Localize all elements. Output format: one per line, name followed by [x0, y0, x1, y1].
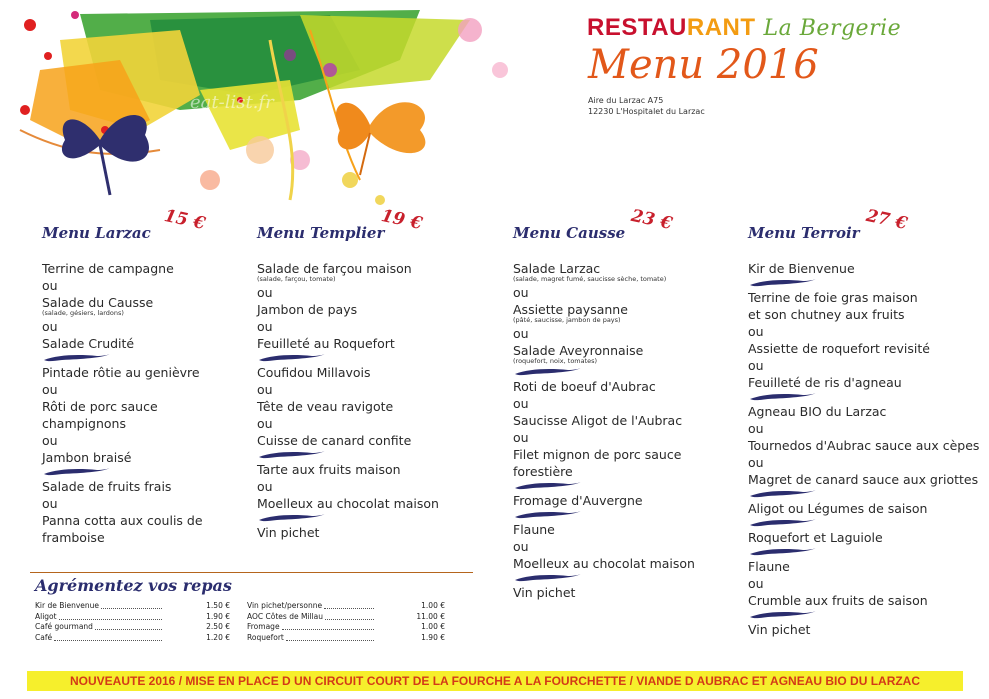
leader-dots	[59, 619, 162, 620]
dish-label: Magret de canard sauce aux griottes	[748, 472, 979, 487]
dish-item	[42, 529, 203, 546]
or-separator	[748, 420, 979, 437]
dish-label: Salade Aveyronnaise	[513, 343, 644, 358]
brush-divider	[42, 352, 112, 364]
dish-item	[748, 529, 979, 546]
dish-label: Rôti de porc sauce	[42, 399, 158, 414]
brush-divider	[513, 572, 583, 584]
or-separator	[748, 454, 979, 471]
dish-label: Flaune	[513, 522, 555, 537]
dish-item	[257, 301, 439, 318]
extras-title: Agrémentez vos repas	[35, 576, 232, 595]
dish-label: Moelleux au chocolat maison	[513, 556, 695, 571]
dish-label: Tournedos d'Aubrac sauce aux cèpes	[748, 438, 980, 453]
page-title: Menu 2016	[588, 42, 819, 88]
extra-price: 1.00 €	[421, 622, 445, 631]
dish-item	[257, 524, 439, 541]
dish-label: Moelleux au chocolat maison	[257, 496, 439, 511]
dish-label: Kir de Bienvenue	[748, 261, 855, 276]
dish-item	[748, 306, 979, 323]
extra-row	[247, 601, 445, 612]
dish-item	[257, 495, 439, 512]
dish-label: Flaune	[748, 559, 790, 574]
dish-item	[748, 621, 979, 638]
leader-dots	[54, 640, 162, 641]
dish-item	[748, 374, 979, 391]
dish-label: Salade du Causse	[42, 295, 154, 310]
dish-item	[748, 558, 979, 575]
dish-label: et son chutney aux fruits	[748, 307, 905, 322]
dish-label: ou	[257, 319, 273, 334]
brush-divider	[748, 488, 818, 500]
brush-divider	[257, 352, 327, 364]
menu-price: 27 €	[864, 205, 910, 235]
dish-label: ou	[257, 479, 273, 494]
dish-item	[257, 260, 439, 283]
menu-items	[513, 260, 695, 601]
dish-item	[513, 492, 695, 509]
menu-price: 15 €	[162, 205, 208, 235]
dish-label: Feuilleté au Roquefort	[257, 336, 395, 351]
extra-label: Café gourmand	[35, 622, 93, 631]
dish-item	[257, 335, 439, 352]
leader-dots	[324, 608, 374, 609]
or-separator	[513, 325, 695, 342]
menu-items	[748, 260, 979, 638]
extra-label: Roquefort	[247, 632, 284, 642]
or-separator	[257, 381, 439, 398]
dish-item	[748, 592, 979, 609]
dish-label: ou	[748, 576, 764, 591]
dish-label: Coufidou Millavois	[257, 365, 371, 380]
extra-row	[35, 622, 230, 633]
dish-label: Feuilleté de ris d'agneau	[748, 375, 902, 390]
dish-item	[513, 342, 695, 365]
extra-label: AOC Côtes de Millau	[247, 611, 324, 621]
dish-label: Salade de fruits frais	[42, 479, 172, 494]
dish-label: Jambon de pays	[257, 302, 358, 317]
dish-item	[513, 301, 695, 324]
address-block	[588, 95, 705, 117]
extra-price: 1.90 €	[421, 632, 445, 642]
or-separator	[513, 284, 695, 301]
or-separator	[257, 478, 439, 495]
extra-row	[35, 612, 230, 623]
dish-item	[513, 446, 695, 463]
or-separator	[748, 323, 979, 340]
dish-item	[42, 260, 203, 277]
extra-price: 11.00 €	[416, 611, 445, 621]
dish-label: Roquefort et Laguiole	[748, 530, 883, 545]
address-line-1: Aire du Larzac A75	[588, 96, 664, 105]
dish-label: ou	[42, 319, 58, 334]
extra-row	[247, 633, 445, 644]
brush-divider	[748, 517, 818, 529]
dish-item	[42, 335, 203, 352]
brush-divider	[513, 480, 583, 492]
dish-item	[513, 463, 695, 480]
dish-label: ou	[748, 358, 764, 373]
dish-label: ou	[748, 324, 764, 339]
brush-divider	[513, 509, 583, 521]
menu-price: 19 €	[379, 205, 425, 235]
dish-label: Vin pichet	[513, 585, 576, 600]
dish-label: Assiette paysanne	[513, 302, 628, 317]
dish-label: ou	[42, 433, 58, 448]
dish-label: ou	[513, 539, 529, 554]
extra-row	[247, 612, 445, 623]
dish-item	[257, 364, 439, 381]
dish-item	[42, 398, 203, 415]
extra-label: Vin pichet/personne	[247, 601, 323, 610]
dish-label: Saucisse Aligot de l'Aubrac	[513, 413, 683, 428]
extra-price: 1.50 €	[206, 601, 230, 610]
dish-item	[257, 432, 439, 449]
dish-label: Roti de boeuf d'Aubrac	[513, 379, 656, 394]
menu-title: Menu Terroir	[748, 224, 860, 242]
dish-label: Salade Crudité	[42, 336, 135, 351]
brush-divider	[42, 466, 112, 478]
leader-dots	[286, 640, 374, 641]
dish-label: framboise	[42, 530, 105, 545]
dish-label: ou	[513, 396, 529, 411]
dish-label: forestière	[513, 464, 573, 479]
dish-label: Filet mignon de porc sauce	[513, 447, 682, 462]
dish-item	[748, 289, 979, 306]
extra-label: Café	[35, 632, 53, 642]
extra-row	[247, 622, 445, 633]
news-banner	[27, 671, 963, 691]
dish-item	[748, 437, 979, 454]
menu-title: Menu Causse	[513, 224, 626, 242]
dish-description: (salade, magret fumé, saucisse sèche, tomate)	[513, 275, 667, 283]
extra-row	[35, 633, 230, 644]
dish-item	[748, 403, 979, 420]
dish-label: Tarte aux fruits maison	[257, 462, 401, 477]
dish-item	[42, 478, 203, 495]
address-line-2: 12230 L'Hospitalet du Larzac	[588, 107, 705, 116]
brush-divider	[257, 449, 327, 461]
dish-label: ou	[257, 416, 273, 431]
or-separator	[748, 357, 979, 374]
extras-list-left	[35, 601, 230, 643]
brush-divider	[748, 391, 818, 403]
brand-word-part1: RESTAU	[587, 14, 687, 41]
dish-label: Agneau BIO du Larzac	[748, 404, 887, 419]
or-separator	[513, 538, 695, 555]
dish-label: Vin pichet	[257, 525, 320, 540]
or-separator	[42, 318, 203, 335]
dish-item	[42, 512, 203, 529]
dish-item	[748, 500, 979, 517]
dish-label: ou	[748, 421, 764, 436]
dish-item	[748, 340, 979, 357]
dish-item	[513, 521, 695, 538]
dish-label: Salade Larzac	[513, 261, 601, 276]
dish-item	[513, 412, 695, 429]
dish-label: Crumble aux fruits de saison	[748, 593, 928, 608]
dish-description: (salade, farçou, tomate)	[257, 275, 336, 283]
brush-divider	[748, 546, 818, 558]
dish-label: ou	[42, 496, 58, 511]
menu-price: 23 €	[629, 205, 675, 235]
dish-label: Pintade rôtie au genièvre	[42, 365, 200, 380]
dish-item	[42, 294, 203, 317]
brush-divider	[748, 609, 818, 621]
dish-item	[513, 378, 695, 395]
dish-label: ou	[513, 285, 529, 300]
dish-item	[513, 260, 695, 283]
or-separator	[513, 395, 695, 412]
dish-item	[42, 364, 203, 381]
dish-label: Assiette de roquefort revisité	[748, 341, 930, 356]
dish-label: Terrine de foie gras maison	[748, 290, 918, 305]
menu-title: Menu Templier	[257, 224, 385, 242]
leader-dots	[325, 619, 374, 620]
or-separator	[257, 284, 439, 301]
extra-price: 1.00 €	[421, 601, 445, 610]
leader-dots	[101, 608, 162, 609]
menu-items	[257, 260, 439, 541]
watermark-text: eat-list.fr	[190, 92, 274, 113]
dish-label: Jambon braisé	[42, 450, 132, 465]
brand-word-part2: RANT	[686, 14, 756, 41]
brush-divider	[748, 277, 818, 289]
dish-label: Vin pichet	[748, 622, 811, 637]
or-separator	[42, 432, 203, 449]
restaurant-brand	[587, 14, 901, 42]
dish-description: (roquefort, noix, tomates)	[513, 357, 598, 365]
brush-divider	[257, 512, 327, 524]
dish-label: ou	[42, 278, 58, 293]
or-separator	[257, 318, 439, 335]
orange-butterfly-icon	[336, 102, 425, 175]
or-separator	[257, 415, 439, 432]
extra-price: 2.50 €	[206, 622, 230, 631]
dish-label: ou	[42, 382, 58, 397]
dish-label: Cuisse de canard confite	[257, 433, 412, 448]
extra-label: Fromage	[247, 622, 280, 631]
dish-item	[513, 584, 695, 601]
banner-text: NOUVEAUTE 2016 / MISE EN PLACE D UN CIRCUIT COURT DE LA FOURCHE A LA FOURCHETTE / VIANDE D AUBRAC ET AGNEAU BIO DU LARZAC	[69, 674, 921, 688]
dish-item	[257, 461, 439, 478]
dish-label: ou	[257, 285, 273, 300]
dish-item	[748, 260, 979, 277]
dish-item	[42, 415, 203, 432]
dish-label: Salade de farçou maison	[257, 261, 412, 276]
or-separator	[42, 495, 203, 512]
dish-label: Fromage d'Auvergne	[513, 493, 643, 508]
menu-items	[42, 260, 203, 546]
dish-label: champignons	[42, 416, 126, 431]
dish-label: ou	[257, 382, 273, 397]
dish-label: Panna cotta aux coulis de	[42, 513, 203, 528]
dish-label: Aligot ou Légumes de saison	[748, 501, 928, 516]
brand-name: La Bergerie	[763, 16, 902, 41]
dish-label: Tête de veau ravigote	[257, 399, 394, 414]
dish-label: ou	[748, 455, 764, 470]
dish-item	[42, 449, 203, 466]
extra-price: 1.90 €	[206, 611, 230, 621]
dish-item	[748, 471, 979, 488]
dish-label: ou	[513, 326, 529, 341]
or-separator	[42, 277, 203, 294]
or-separator	[513, 429, 695, 446]
extra-label: Kir de Bienvenue	[35, 601, 99, 610]
extras-list-right	[247, 601, 445, 643]
or-separator	[42, 381, 203, 398]
dish-label: Terrine de campagne	[42, 261, 174, 276]
extra-row	[35, 601, 230, 612]
dish-item	[513, 555, 695, 572]
dish-item	[257, 398, 439, 415]
or-separator	[748, 575, 979, 592]
dish-description: (salade, gésiers, lardons)	[42, 309, 124, 317]
extra-label: Aligot	[35, 611, 57, 621]
dish-label: ou	[513, 430, 529, 445]
menu-title: Menu Larzac	[42, 224, 151, 242]
dish-description: (pâté, saucisse, jambon de pays)	[513, 316, 621, 324]
extra-price: 1.20 €	[206, 632, 230, 642]
leader-dots	[95, 629, 162, 630]
extras-divider	[30, 572, 473, 573]
brush-divider	[513, 366, 583, 378]
paint-splash-illustration	[0, 0, 560, 210]
leader-dots	[282, 629, 374, 630]
